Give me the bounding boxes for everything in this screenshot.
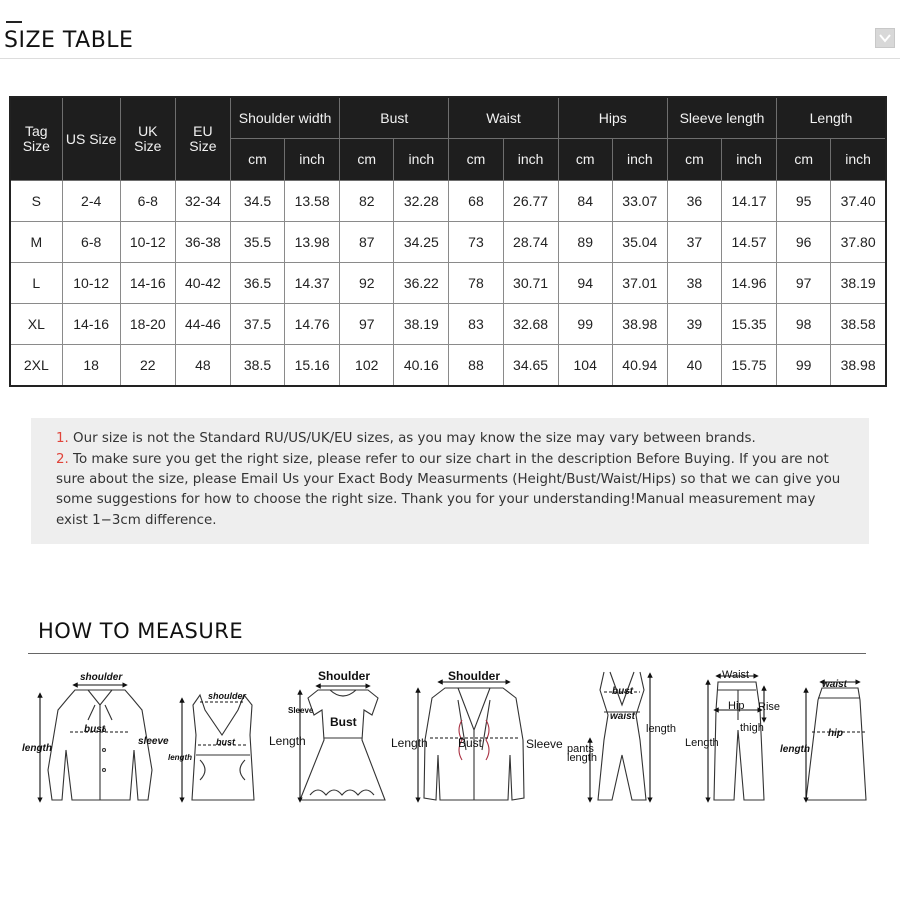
- table-cell: 2-4: [62, 181, 120, 222]
- fig1-bust-label: bust: [84, 724, 106, 735]
- table-cell: S: [10, 181, 62, 222]
- unit-inch: inch: [394, 139, 449, 181]
- table-cell: 6-8: [120, 181, 175, 222]
- note-1: [56, 429, 856, 450]
- unit-inch: inch: [721, 139, 776, 181]
- table-cell: 10-12: [120, 222, 175, 263]
- size-table-title: SIZE TABLE: [4, 28, 134, 53]
- fig1-shoulder-label: shoulder: [80, 672, 123, 683]
- how-to-measure-title: HOW TO MEASURE: [38, 619, 244, 643]
- table-cell: 32.68: [503, 304, 558, 345]
- size-table: [9, 96, 887, 387]
- table-cell: 15.75: [721, 345, 776, 387]
- blouse-illustration: [48, 690, 152, 800]
- table-cell: 37.01: [612, 263, 667, 304]
- table-cell: 26.77: [503, 181, 558, 222]
- table-cell: 14.37: [285, 263, 340, 304]
- skirt-illustration: [806, 688, 866, 800]
- table-cell: 14.76: [285, 304, 340, 345]
- fig5-bust-label: bust: [612, 686, 634, 697]
- fig3-shoulder-label: Shoulder: [318, 669, 371, 683]
- table-cell: 30.71: [503, 263, 558, 304]
- unit-cm: cm: [558, 139, 612, 181]
- note-2-line-3: some suggestions for how to choose the right size. Thank you for your understanding!Manual measurement may: [56, 492, 816, 507]
- table-cell: 18-20: [120, 304, 175, 345]
- table-row: [10, 304, 886, 345]
- table-cell: 39: [667, 304, 721, 345]
- fig6-thigh-label: thigh: [740, 722, 764, 734]
- table-cell: 36.22: [394, 263, 449, 304]
- table-cell: 10-12: [62, 263, 120, 304]
- table-cell: 99: [777, 345, 831, 387]
- fig5-length-label: length: [646, 723, 676, 735]
- table-cell: 35.5: [230, 222, 284, 263]
- table-cell: 36.5: [230, 263, 284, 304]
- fig4-length-label: Length: [391, 736, 428, 750]
- table-cell: 34.5: [230, 181, 284, 222]
- note-2-text-a: To make sure you get the right size, please refer to our size chart in the description Before Buying. If you are not: [68, 452, 829, 467]
- table-cell: 14-16: [120, 263, 175, 304]
- tank-top-illustration: [192, 695, 254, 800]
- fig5-waist-label: waist: [610, 711, 636, 722]
- size-notes: [31, 418, 869, 544]
- unit-inch: inch: [831, 139, 886, 181]
- fig5-pants-length-label: length: [567, 752, 597, 764]
- fig7-waist-label: waist: [822, 679, 848, 690]
- table-cell: 38.5: [230, 345, 284, 387]
- table-cell: 68: [449, 181, 503, 222]
- table-cell: 48: [175, 345, 230, 387]
- unit-cm: cm: [230, 139, 284, 181]
- unit-inch: inch: [503, 139, 558, 181]
- fig1-length-label: length: [22, 743, 52, 754]
- table-cell: 98: [777, 304, 831, 345]
- note-2-line-2: sure about the size, please Email Us your Exact Body Measurments (Height/Bust/Waist/Hips) so that we can give you: [56, 472, 841, 487]
- table-cell: 14.57: [721, 222, 776, 263]
- header-length: Length: [777, 97, 886, 139]
- table-cell: 13.58: [285, 181, 340, 222]
- measure-illustrations: [0, 660, 900, 820]
- fig2-length-label: length: [168, 753, 192, 762]
- table-cell: 37.80: [831, 222, 886, 263]
- table-cell: M: [10, 222, 62, 263]
- table-cell: 84: [558, 181, 612, 222]
- table-cell: L: [10, 263, 62, 304]
- table-cell: 32.28: [394, 181, 449, 222]
- fig7-length-label: length: [780, 744, 810, 755]
- table-cell: 89: [558, 222, 612, 263]
- table-cell: 97: [340, 304, 394, 345]
- unit-inch: inch: [612, 139, 667, 181]
- table-cell: 96: [777, 222, 831, 263]
- table-cell: 38.19: [831, 263, 886, 304]
- fig3-bust-label: Bust: [330, 715, 357, 729]
- table-cell: 35.04: [612, 222, 667, 263]
- table-cell: 78: [449, 263, 503, 304]
- fig1-sleeve-label: sleeve: [138, 736, 169, 747]
- header-uk-size: UK Size: [120, 97, 175, 181]
- note-1-text: Our size is not the Standard RU/US/UK/EU sizes, as you may know the size may vary between brands.: [68, 431, 756, 446]
- table-cell: 37: [667, 222, 721, 263]
- table-cell: 83: [449, 304, 503, 345]
- header-tag-size: Tag Size: [10, 97, 62, 181]
- header-eu-size: EU Size: [175, 97, 230, 181]
- header-accent-line: [6, 21, 22, 23]
- header-waist: Waist: [449, 97, 558, 139]
- fig2-shoulder-label: shoulder: [208, 691, 247, 701]
- fig6-rise-label: Rise: [758, 701, 781, 713]
- fig4-bust-label: Bust: [458, 736, 483, 750]
- table-cell: 18: [62, 345, 120, 387]
- table-cell: 38: [667, 263, 721, 304]
- fig3-sleeve-label: Sleeve: [288, 706, 314, 715]
- table-row: [10, 222, 886, 263]
- table-cell: 34.65: [503, 345, 558, 387]
- unit-cm: cm: [667, 139, 721, 181]
- fig6-hip-label: Hip: [728, 700, 745, 712]
- fig6-waist-label: Waist: [722, 669, 750, 681]
- table-cell: 34.25: [394, 222, 449, 263]
- table-cell: 37.40: [831, 181, 886, 222]
- table-cell: 36: [667, 181, 721, 222]
- table-cell: 14-16: [62, 304, 120, 345]
- table-cell: 38.19: [394, 304, 449, 345]
- table-cell: 44-46: [175, 304, 230, 345]
- table-cell: 87: [340, 222, 394, 263]
- size-table-body: [10, 181, 886, 387]
- table-cell: 2XL: [10, 345, 62, 387]
- header-divider: [0, 58, 900, 59]
- table-cell: 15.16: [285, 345, 340, 387]
- table-cell: 92: [340, 263, 394, 304]
- table-cell: 38.98: [612, 304, 667, 345]
- table-cell: 82: [340, 181, 394, 222]
- collapse-button[interactable]: [875, 28, 895, 48]
- table-cell: 40.16: [394, 345, 449, 387]
- table-cell: 22: [120, 345, 175, 387]
- table-cell: 28.74: [503, 222, 558, 263]
- unit-cm: cm: [449, 139, 503, 181]
- unit-inch: inch: [285, 139, 340, 181]
- table-cell: 73: [449, 222, 503, 263]
- table-cell: 104: [558, 345, 612, 387]
- table-row: [10, 345, 886, 387]
- table-cell: 38.98: [831, 345, 886, 387]
- table-cell: 32-34: [175, 181, 230, 222]
- note-2-line-1: [56, 450, 856, 471]
- table-cell: 13.98: [285, 222, 340, 263]
- table-cell: 6-8: [62, 222, 120, 263]
- table-cell: 37.5: [230, 304, 284, 345]
- table-cell: 88: [449, 345, 503, 387]
- table-cell: 33.07: [612, 181, 667, 222]
- fig7-hip-label: hip: [828, 728, 843, 739]
- note-2-number: 2.: [56, 452, 69, 467]
- header-hips: Hips: [558, 97, 667, 139]
- table-cell: 99: [558, 304, 612, 345]
- table-cell: 40-42: [175, 263, 230, 304]
- table-cell: 40.94: [612, 345, 667, 387]
- unit-cm: cm: [340, 139, 394, 181]
- table-row: [10, 263, 886, 304]
- fig6-length-label: Length: [685, 737, 719, 749]
- table-cell: 97: [777, 263, 831, 304]
- header-shoulder-width: Shoulder width: [230, 97, 339, 139]
- table-cell: 94: [558, 263, 612, 304]
- table-cell: 95: [777, 181, 831, 222]
- table-cell: 38.58: [831, 304, 886, 345]
- fig5-pants-label: pants: [567, 743, 594, 755]
- table-cell: 36-38: [175, 222, 230, 263]
- table-cell: 14.96: [721, 263, 776, 304]
- table-cell: 15.35: [721, 304, 776, 345]
- how-to-measure-divider: [28, 653, 866, 654]
- note-2-line-4: exist 1−3cm difference.: [56, 513, 217, 528]
- chevron-down-icon: [878, 31, 892, 45]
- table-cell: 102: [340, 345, 394, 387]
- table-cell: 40: [667, 345, 721, 387]
- table-row: [10, 181, 886, 222]
- header-bust: Bust: [340, 97, 449, 139]
- table-cell: XL: [10, 304, 62, 345]
- fig2-bust-label: bust: [216, 737, 235, 747]
- fig4-shoulder-label: Shoulder: [448, 669, 501, 683]
- note-1-number: 1.: [56, 431, 69, 446]
- table-cell: 14.17: [721, 181, 776, 222]
- fig4-sleeve-label: Sleeve: [526, 737, 563, 751]
- unit-cm: cm: [777, 139, 831, 181]
- fig3-length-label: Length: [269, 734, 306, 748]
- header-us-size: US Size: [62, 97, 120, 181]
- header-sleeve-length: Sleeve length: [667, 97, 776, 139]
